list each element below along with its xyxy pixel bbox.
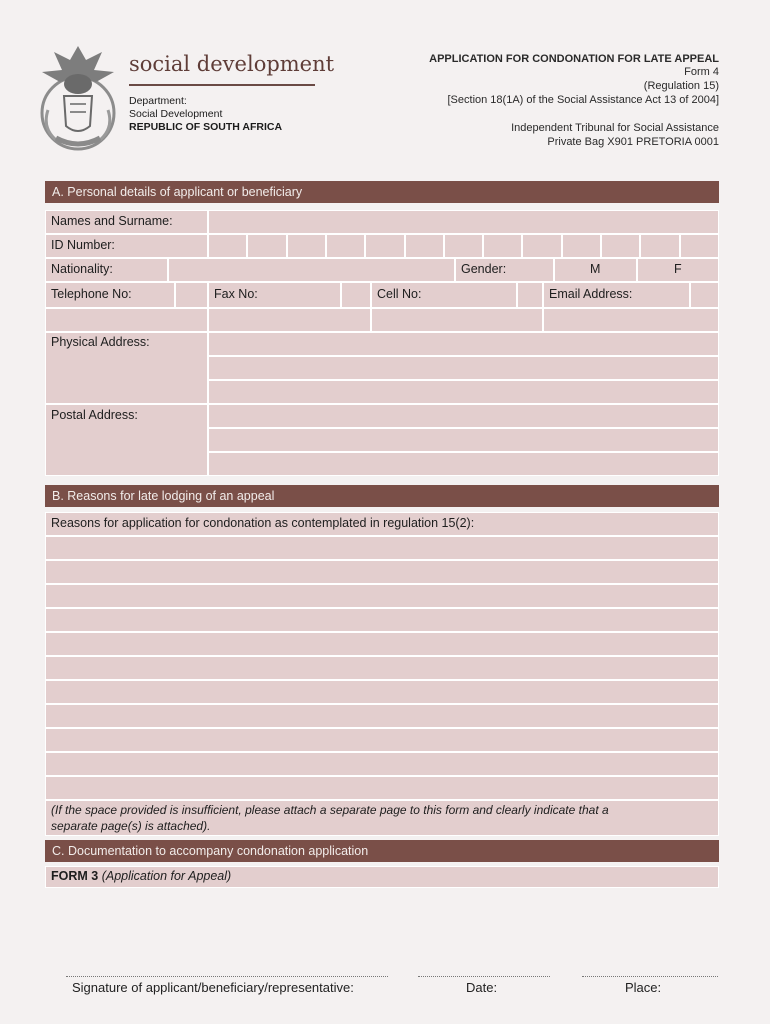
physical-line-1[interactable]: [208, 332, 719, 356]
section-c-header: C. Documentation to accompany condonation application: [45, 840, 719, 862]
gender-f-label: F: [674, 262, 682, 276]
id-digit-box[interactable]: [522, 234, 561, 258]
physical-label: Physical Address:: [51, 335, 150, 349]
fax-field[interactable]: [208, 308, 371, 332]
nationality-label: Nationality:: [51, 262, 113, 276]
department-line-1: Department:: [129, 95, 187, 107]
id-label: ID Number:: [51, 238, 115, 252]
gender-label: Gender:: [461, 262, 507, 276]
id-digit-box[interactable]: [601, 234, 640, 258]
cell-spacer: [517, 282, 543, 308]
id-digit-box[interactable]: [680, 234, 719, 258]
postal-line-1[interactable]: [208, 404, 719, 428]
reason-line[interactable]: [45, 728, 719, 752]
reason-line[interactable]: [45, 608, 719, 632]
reason-line[interactable]: [45, 776, 719, 800]
tribunal-address: Private Bag X901 PRETORIA 0001: [547, 136, 719, 148]
section-ref: [Section 18(1A) of the Social Assistance Act 13 of 2004]: [447, 94, 719, 106]
email-field[interactable]: [543, 308, 719, 332]
note-line-2: separate page(s) is attached).: [51, 819, 211, 833]
id-digit-box[interactable]: [640, 234, 679, 258]
date-line[interactable]: [418, 976, 550, 977]
cell-label: Cell No:: [377, 287, 422, 301]
fax-spacer: [341, 282, 371, 308]
brand-underline: [129, 84, 315, 86]
reason-line[interactable]: [45, 704, 719, 728]
id-digit-box[interactable]: [444, 234, 483, 258]
postal-line-2[interactable]: [208, 428, 719, 452]
reason-line[interactable]: [45, 656, 719, 680]
department-line-3: REPUBLIC OF SOUTH AFRICA: [129, 121, 283, 133]
reason-line[interactable]: [45, 752, 719, 776]
signature-line[interactable]: [66, 976, 388, 977]
date-label: Date:: [466, 980, 498, 995]
telephone-spacer: [175, 282, 208, 308]
email-spacer: [690, 282, 719, 308]
note-line-1: (If the space provided is insufficient, please attach a separate page to this form and clearly indicate that a: [51, 803, 609, 817]
form-number: Form 4: [684, 66, 719, 78]
names-label: Names and Surname:: [51, 214, 173, 228]
names-field[interactable]: [208, 210, 719, 234]
cell-field[interactable]: [371, 308, 543, 332]
id-digit-box[interactable]: [208, 234, 247, 258]
gender-m-label: M: [590, 262, 601, 276]
section-a-header: A. Personal details of applicant or beneficiary: [45, 181, 719, 203]
fax-label: Fax No:: [214, 287, 258, 301]
physical-line-2[interactable]: [208, 356, 719, 380]
telephone-field[interactable]: [45, 308, 208, 332]
physical-line-3[interactable]: [208, 380, 719, 404]
section-b-header: B. Reasons for late lodging of an appeal: [45, 485, 719, 507]
department-line-2: Social Development: [129, 108, 223, 120]
id-digit-box[interactable]: [287, 234, 326, 258]
regulation-ref: (Regulation 15): [643, 80, 719, 92]
id-digit-box[interactable]: [326, 234, 365, 258]
place-line[interactable]: [582, 976, 718, 977]
id-digit-box[interactable]: [405, 234, 444, 258]
tribunal-name: Independent Tribunal for Social Assistance: [511, 122, 719, 134]
reason-line[interactable]: [45, 584, 719, 608]
id-digit-box[interactable]: [365, 234, 404, 258]
form-title: APPLICATION FOR CONDONATION FOR LATE APPEAL: [429, 53, 719, 65]
email-label: Email Address:: [549, 287, 633, 301]
id-digit-box[interactable]: [483, 234, 522, 258]
postal-line-3[interactable]: [208, 452, 719, 476]
signature-label: Signature of applicant/beneficiary/representative:: [72, 980, 354, 995]
place-label: Place:: [625, 980, 662, 995]
brand-name: social development: [129, 52, 335, 76]
reason-line[interactable]: [45, 632, 719, 656]
form3-line: [51, 869, 231, 883]
form3-italic: (Application for Appeal): [101, 869, 232, 883]
reasons-label: Reasons for application for condonation as contemplated in regulation 15(2):: [51, 516, 475, 530]
id-digit-box[interactable]: [247, 234, 286, 258]
reason-line[interactable]: [45, 560, 719, 584]
form3-bold: FORM 3: [51, 869, 99, 883]
postal-label: Postal Address:: [51, 408, 138, 422]
nationality-field[interactable]: [168, 258, 455, 282]
telephone-label: Telephone No:: [51, 287, 132, 301]
reason-line[interactable]: [45, 680, 719, 704]
id-digit-box[interactable]: [562, 234, 601, 258]
coat-of-arms-logo: [34, 38, 122, 153]
reason-line[interactable]: [45, 536, 719, 560]
